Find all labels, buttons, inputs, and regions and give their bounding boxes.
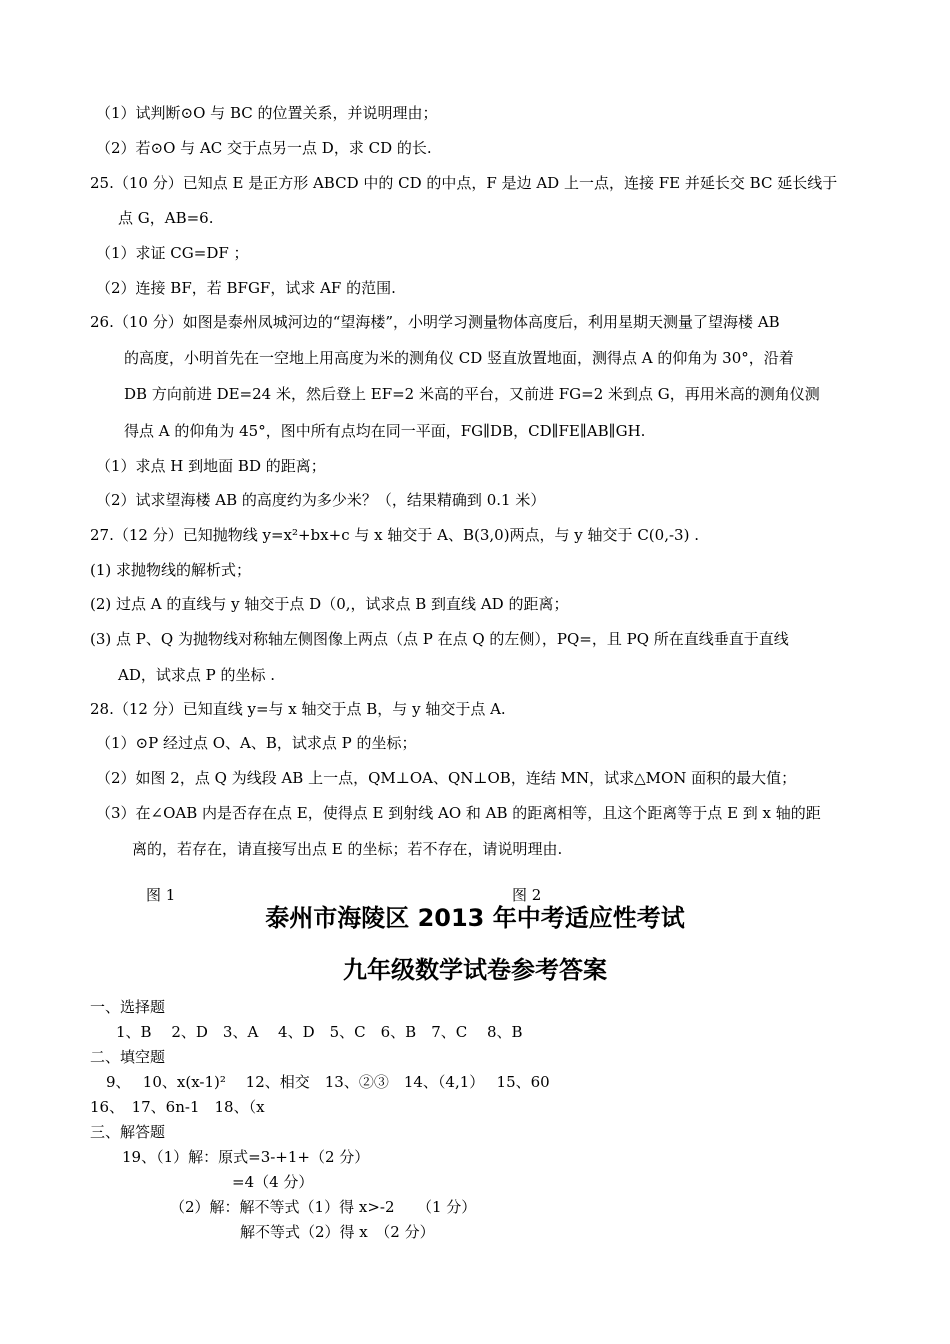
answer-19-line-2: =4（4 分） [232, 1173, 314, 1191]
question-27-part-1: (1) 求抛物线的解析式； [90, 561, 252, 579]
question-27-part-2: (2) 过点 A 的直线与 y 轴交于点 D（0,，试求点 B 到直线 AD 的距离； [90, 595, 569, 613]
answer-title: 泰州市海陵区 2013 年中考适应性考试 [265, 904, 685, 932]
question-28-part-3-cont: 离的，若存在，请直接写出点 E 的坐标；若不存在，请说明理由. [132, 840, 563, 858]
question-25-part-1: （1）求证 CG=DF ； [96, 244, 249, 262]
section-2-heading: 二、填空题 [90, 1048, 166, 1066]
question-26-stem-cont-3: 得点 A 的仰角为 45°，图中所有点均在同一平面，FG∥DB，CD∥FE∥AB∥GH. [124, 422, 646, 440]
question-26-part-1: （1）求点 H 到地面 BD 的距离； [96, 457, 326, 475]
section-1-heading: 一、选择题 [90, 998, 166, 1016]
figure-1-label: 图 1 [146, 886, 176, 904]
question-27-stem: 27.（12 分）已知抛物线 y=x²+bx+c 与 x 轴交于 A、B(3,0)两点，与 y 轴交于 C(0,-3) . [90, 526, 699, 544]
question-26-stem: 26.（10 分）如图是泰州凤城河边的“望海楼”，小明学习测量物体高度后，利用星期天测量了望海楼 AB [90, 313, 780, 331]
answer-19-line-1: 19、（1）解：原式=3-+1+（2 分） [122, 1148, 370, 1166]
section-2-answers-line-1: 9、 10、x(x-1)² 12、相交 13、②③ 14、（4,1） 15、60 [106, 1073, 550, 1091]
question-26-stem-cont-1: 的高度，小明首先在一空地上用高度为米的测角仪 CD 竖直放置地面，测得点 A 的仰角为 30°，沿着 [124, 349, 794, 367]
answer-19-line-4: 解不等式（2）得 x （2 分） [240, 1223, 435, 1241]
question-25-stem-cont: 点 G，AB=6. [118, 209, 214, 227]
section-3-heading: 三、解答题 [90, 1123, 166, 1141]
answer-19-line-3: （2）解：解不等式（1）得 x>-2 （1 分） [170, 1198, 477, 1216]
question-24-part-2: （2）若⊙O 与 AC 交于点另一点 D，求 CD 的长. [96, 139, 432, 157]
section-1-answers: 1、B 2、D 3、A 4、D 5、C 6、B 7、C 8、B [116, 1023, 523, 1041]
question-27-part-3-cont: AD，试求点 P 的坐标 . [118, 666, 276, 684]
question-25-stem: 25.（10 分）已知点 E 是正方形 ABCD 中的 CD 的中点，F 是边 AD 上一点，连接 FE 并延长交 BC 延长线于 [90, 174, 838, 192]
question-26-stem-cont-2: DB 方向前进 DE=24 米，然后登上 EF=2 米高的平台，又前进 FG=2 米到点 G，再用米高的测角仪测 [124, 385, 820, 403]
figure-2-label: 图 2 [512, 886, 542, 904]
question-28-part-2: （2）如图 2，点 Q 为线段 AB 上一点，QM⊥OA、QN⊥OB，连结 MN，试求△MON 面积的最大值； [96, 769, 797, 787]
question-27-part-3: (3) 点 P、Q 为抛物线对称轴左侧图像上两点（点 P 在点 Q 的左侧），PQ=，且 PQ 所在直线垂直于直线 [90, 630, 789, 648]
question-28-part-3: （3）在∠OAB 内是否存在点 E，使得点 E 到射线 AO 和 AB 的距离相等，且这个距离等于点 E 到 x 轴的距 [96, 804, 821, 822]
question-26-part-2: （2）试求望海楼 AB 的高度约为多少米？（，结果精确到 0.1 米） [96, 491, 546, 509]
answer-subtitle: 九年级数学试卷参考答案 [343, 956, 607, 984]
question-24-part-1: （1）试判断⊙O 与 BC 的位置关系，并说明理由； [96, 104, 438, 122]
question-25-part-2: （2）连接 BF，若 BFGF，试求 AF 的范围. [96, 279, 396, 297]
question-28-stem: 28.（12 分）已知直线 y=与 x 轴交于点 B，与 y 轴交于点 A. [90, 700, 506, 718]
section-2-answers-line-2: 16、 17、6n-1 18、（x [90, 1098, 265, 1116]
question-28-part-1: （1）⊙P 经过点 O、A、B，试求点 P 的坐标； [96, 734, 417, 752]
